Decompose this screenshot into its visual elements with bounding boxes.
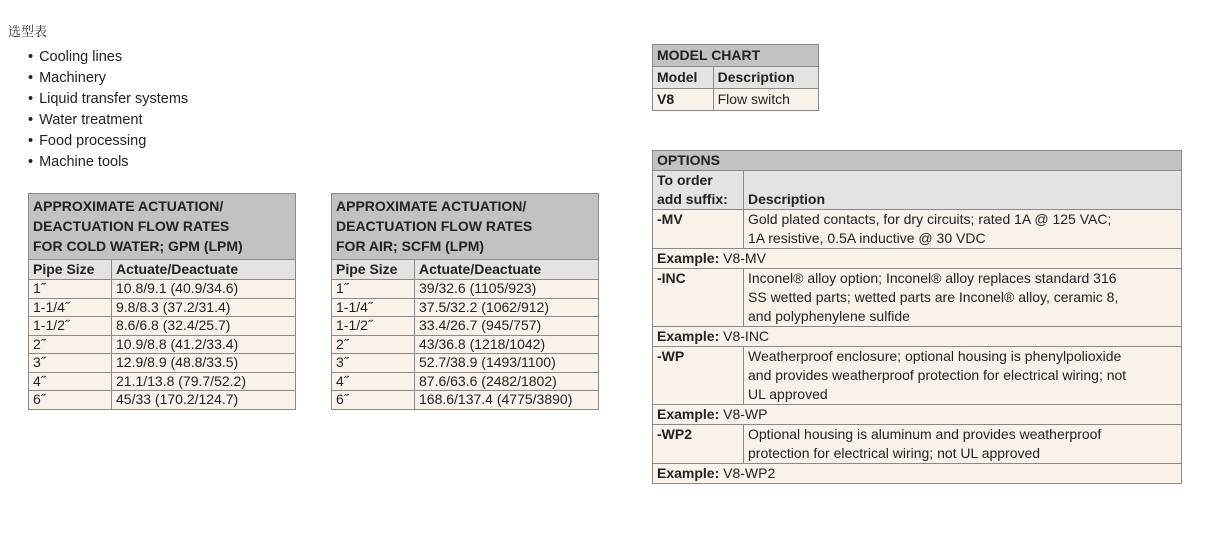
table-cell: 1-1/2˝ (29, 317, 112, 336)
list-item: • Water treatment (28, 110, 188, 131)
example-row (653, 249, 1182, 269)
table-cell: 10.8/9.1 (40.9/34.6) (112, 280, 296, 299)
column-header: Model (653, 67, 714, 89)
option-description (744, 210, 1182, 249)
description-line: UL approved (748, 386, 828, 402)
example-label: Example: (657, 406, 720, 422)
example-label: Example: (657, 250, 720, 266)
column-header: Actuate/Deactuate (415, 260, 599, 280)
table-title: OPTIONS (653, 151, 1182, 171)
description-line: Weatherproof enclosure; optional housing is phenylpolioxide (748, 348, 1122, 364)
description-line: Optional housing is aluminum and provides weatherproof (748, 426, 1102, 442)
description-line: and polyphenylene sulfide (748, 308, 910, 324)
table-cell: 3˝ (29, 354, 112, 373)
example-label: Example: (657, 328, 720, 344)
title-line: FOR COLD WATER; GPM (LPM) (33, 238, 243, 254)
title-line: DEACTUATION FLOW RATES (33, 218, 230, 234)
list-item: • Liquid transfer systems (28, 89, 188, 110)
table-cell: 10.9/8.8 (41.2/33.4) (112, 335, 296, 354)
table-cell: 3˝ (332, 354, 415, 373)
description-line: 1A resistive, 0.5A inductive @ 30 VDC (748, 230, 986, 246)
example-value: V8-INC (723, 328, 770, 344)
example-row (653, 464, 1182, 484)
table-cell: 2˝ (332, 335, 415, 354)
water-flow-table (28, 193, 296, 410)
model-cell: V8 (653, 89, 714, 111)
description-line: SS wetted parts; wetted parts are Inconel® alloy, ceramic 8, (748, 289, 1119, 305)
options-table (652, 150, 1182, 484)
option-description (744, 425, 1182, 464)
page-title: 选型表 (8, 24, 48, 39)
option-description (744, 269, 1182, 327)
title-line: APPROXIMATE ACTUATION/ (33, 198, 224, 214)
example-value: V8-MV (723, 250, 766, 266)
table-title: MODEL CHART (653, 45, 819, 67)
description-line: Inconel® alloy option; Inconel® alloy replaces standard 316 (748, 270, 1117, 286)
applications-list (28, 47, 188, 173)
option-code: -WP2 (653, 425, 744, 464)
table-cell: 1-1/4˝ (332, 298, 415, 317)
table-cell: 8.6/6.8 (32.4/25.7) (112, 317, 296, 336)
list-item: • Machinery (28, 68, 188, 89)
table-cell: 4˝ (29, 372, 112, 391)
column-header (653, 171, 744, 210)
list-item: • Machine tools (28, 152, 188, 173)
list-item: • Cooling lines (28, 47, 188, 68)
title-line: APPROXIMATE ACTUATION/ (336, 198, 527, 214)
example-row (653, 327, 1182, 347)
table-cell: 87.6/63.6 (2482/1802) (415, 372, 599, 391)
header-line: add suffix: (657, 191, 728, 207)
table-cell: 33.4/26.7 (945/757) (415, 317, 599, 336)
table-cell: 43/36.8 (1218/1042) (415, 335, 599, 354)
column-header: Actuate/Deactuate (112, 260, 296, 280)
table-cell: 6˝ (29, 391, 112, 410)
option-code: -MV (653, 210, 744, 249)
table-title (29, 194, 296, 260)
air-flow-table (331, 193, 599, 410)
table-cell: 21.1/13.8 (79.7/52.2) (112, 372, 296, 391)
example-value: V8-WP (723, 406, 768, 422)
model-chart-table (652, 44, 819, 111)
description-line: protection for electrical wiring; not UL approved (748, 445, 1041, 461)
table-cell: 1˝ (29, 280, 112, 299)
column-header: Description (744, 171, 1182, 210)
header-line: To order (657, 172, 713, 188)
description-cell: Flow switch (713, 89, 818, 111)
table-cell: 52.7/38.9 (1493/1100) (415, 354, 599, 373)
table-cell: 45/33 (170.2/124.7) (112, 391, 296, 410)
table-cell: 2˝ (29, 335, 112, 354)
table-cell: 12.9/8.9 (48.8/33.5) (112, 354, 296, 373)
column-header: Pipe Size (332, 260, 415, 280)
table-cell: 168.6/137.4 (4775/3890) (415, 391, 599, 410)
description-line: and provides weatherproof protection for electrical wiring; not (748, 367, 1127, 383)
table-cell: 37.5/32.2 (1062/912) (415, 298, 599, 317)
option-description (744, 347, 1182, 405)
list-item: • Food processing (28, 131, 188, 152)
table-title (332, 194, 599, 260)
table-cell: 39/32.6 (1105/923) (415, 280, 599, 299)
example-value: V8-WP2 (723, 465, 776, 481)
example-label: Example: (657, 465, 720, 481)
table-cell: 1-1/4˝ (29, 298, 112, 317)
table-cell: 1˝ (332, 280, 415, 299)
table-cell: 6˝ (332, 391, 415, 410)
title-line: FOR AIR; SCFM (LPM) (336, 238, 485, 254)
option-code: -WP (653, 347, 744, 405)
column-header: Pipe Size (29, 260, 112, 280)
table-cell: 1-1/2˝ (332, 317, 415, 336)
column-header: Description (713, 67, 818, 89)
description-line: Gold plated contacts, for dry circuits; rated 1A @ 125 VAC; (748, 211, 1112, 227)
title-line: DEACTUATION FLOW RATES (336, 218, 533, 234)
option-code: -INC (653, 269, 744, 327)
table-cell: 4˝ (332, 372, 415, 391)
table-cell: 9.8/8.3 (37.2/31.4) (112, 298, 296, 317)
example-row (653, 405, 1182, 425)
